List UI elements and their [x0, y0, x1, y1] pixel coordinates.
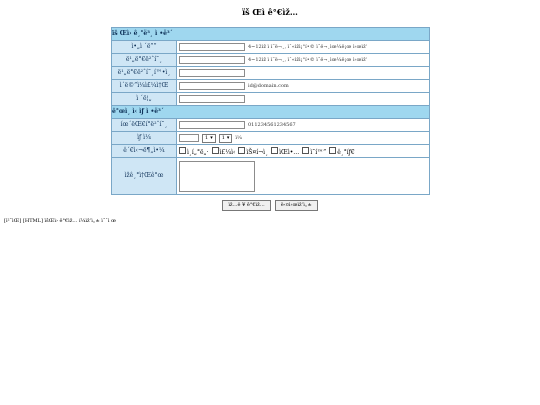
row-username — [112, 40, 429, 53]
birth-day-value: 1 — [221, 135, 225, 141]
row-email — [112, 79, 429, 92]
row-name — [112, 92, 429, 105]
interest-option-2[interactable]: ìŠ¤í¬ì¸ — [238, 147, 268, 156]
checkbox-icon[interactable] — [302, 147, 309, 154]
reset-button[interactable]: ë‹¤ì‹œìž‘ì„± — [275, 200, 318, 211]
birth-suffix: ì¼ — [235, 135, 242, 141]
checkbox-icon[interactable] — [271, 147, 278, 154]
value-intro — [177, 158, 429, 194]
phone-value: 011234561234567 — [248, 122, 296, 128]
label-intro: ìžê¸°ì†Œê°œ — [112, 158, 177, 194]
value-birth — [177, 132, 429, 144]
interest-option-1[interactable]: ì£¼ì‹ — [212, 147, 236, 156]
interest-option-3[interactable]: ìŒì•… — [271, 147, 299, 156]
row-phone — [112, 118, 429, 131]
password-input[interactable] — [179, 56, 245, 64]
label-interests: ê´€ì‹¬ë¶„ì•¼ — [112, 145, 177, 157]
label-password: ë¹„ë°€ë²ˆí˜¸ — [112, 54, 177, 66]
form-buttons — [0, 200, 540, 211]
row-interests — [112, 144, 429, 157]
phone-input[interactable] — [179, 121, 245, 129]
chevron-down-icon: ▾ — [226, 135, 230, 141]
section-header-basic: ïš Œì› ê¸°ë³¸ ì •ë³´ — [112, 28, 429, 40]
birth-month-value: 1 — [205, 135, 209, 141]
row-intro — [112, 157, 429, 194]
checkbox-icon[interactable] — [329, 147, 336, 154]
birth-day-select[interactable] — [219, 134, 233, 143]
birth-month-select[interactable] — [202, 134, 216, 143]
interest-option-4[interactable]: ì˜í™” — [302, 147, 326, 156]
name-input[interactable] — [179, 95, 245, 103]
email-note: id@domain.com — [248, 83, 289, 89]
label-birth: ìƒ ì¼ — [112, 132, 177, 144]
page-title: ïš Œì ê°€ìž… — [242, 7, 298, 17]
row-birth — [112, 131, 429, 144]
label-phone: íœ´ëŒ€í°ë²ˆí˜¸ — [112, 119, 177, 131]
birth-year-input[interactable] — [179, 134, 199, 142]
checkbox-icon[interactable] — [179, 147, 186, 154]
signup-form-table — [111, 27, 430, 195]
value-username — [177, 41, 429, 53]
label-name: ì ´ë¦„ — [112, 93, 177, 105]
username-input[interactable] — [179, 43, 245, 51]
password-confirm-input[interactable] — [179, 69, 245, 77]
footer-links[interactable]: [ì²˜ìŒ] [HTML] ïšŒì› ê°€ìž… í¼ìž‘ì„± ì˜ˆì œ — [4, 218, 116, 224]
username-note: 4~12ìž ì ì˜ë¬¸, ìˆ«ìžì¡°í•© ì˜ë¬¸ìœ¼ë¡œ ì‹œìž‘ — [248, 44, 368, 50]
row-password-confirm — [112, 66, 429, 79]
value-email — [177, 80, 429, 92]
submit-button[interactable]: ìž…ë ¥ ê°€ìž… — [222, 200, 270, 211]
row-password — [112, 53, 429, 66]
value-interests — [177, 145, 429, 157]
interest-option-5[interactable]: ê¸°íƒ€ — [329, 147, 355, 156]
value-password — [177, 54, 429, 66]
label-password-confirm: ë¹„ë°€ë²ˆí˜¸í™•ì¸ — [112, 67, 177, 79]
chevron-down-icon: ▾ — [210, 135, 213, 141]
password-note: 4~12ìž ì ì˜ë¬¸, ìˆ«ìžì¡°í•© ì˜ë¬¸ìœ¼ë¡œ ì‹œìž‘ — [248, 57, 368, 63]
checkbox-icon[interactable] — [238, 147, 245, 154]
label-username: ì•„ì ´ë”” — [112, 41, 177, 53]
value-password-confirm — [177, 67, 429, 79]
value-phone — [177, 119, 429, 131]
section-header-personal: ê°œì¸ ì‹ ìƒ ì •ë³´ — [112, 105, 429, 118]
interest-option-0[interactable]: ì¸í„°ë„· — [179, 147, 209, 156]
intro-textarea[interactable] — [179, 161, 255, 192]
checkbox-icon[interactable] — [212, 147, 219, 154]
email-input[interactable] — [179, 82, 245, 90]
value-name — [177, 93, 429, 105]
label-email: ì´ë©”ì¼ì£¼ì†Œ — [112, 80, 177, 92]
